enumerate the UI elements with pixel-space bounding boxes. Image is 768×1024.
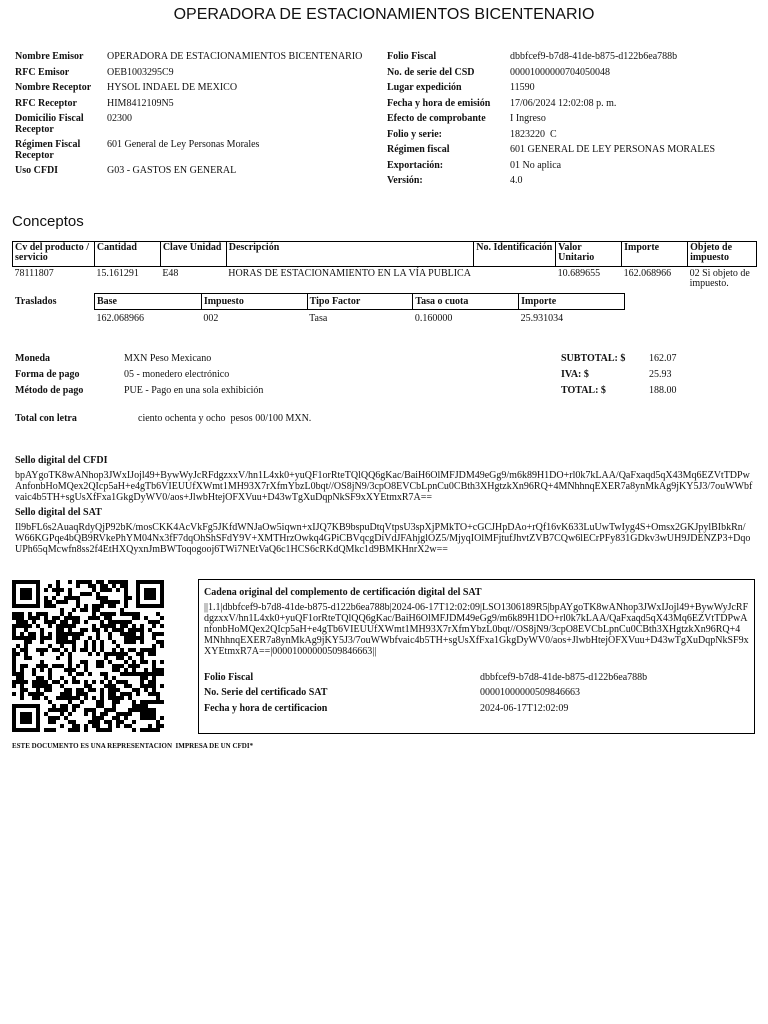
qr-code-icon — [12, 580, 164, 732]
uso-cfdi-row — [15, 165, 236, 176]
total-row — [561, 385, 677, 396]
document-title: OPERADORA DE ESTACIONAMIENTOS BICENTENARIO — [173, 6, 595, 23]
col-traslado-importe: Importe — [519, 294, 625, 310]
total-letra-value: ciento ochenta y ocho pesos 00/100 MXN. — [138, 413, 312, 424]
regimen-fiscal-receptor-value: 601 General de Ley Personas Morales — [107, 139, 260, 150]
conceptos-table — [12, 241, 757, 291]
cert-folio-label: Folio Fiscal — [204, 672, 254, 683]
metodo-pago-value: PUE - Pago en una sola exhibición — [124, 385, 264, 396]
col-no-identificacion: No. Identificación — [474, 242, 556, 267]
folio-serie-value: 1823220 C — [510, 129, 557, 140]
col-clave-unidad: Clave Unidad — [160, 242, 226, 267]
conceptos-heading: Conceptos — [12, 213, 84, 230]
efecto-comprobante-value: I Ingreso — [510, 113, 546, 124]
serie-csd-row — [387, 67, 610, 78]
traslados-table — [94, 293, 625, 327]
lugar-expedicion-label: Lugar expedición — [387, 82, 462, 93]
folio-fiscal-value: dbbfcef9-b7d8-41de-b875-d122b6ea788b — [510, 51, 678, 62]
footer-note: ESTE DOCUMENTO ES UNA REPRESENTACION IMPRESA DE UN CFDI* — [12, 742, 254, 750]
efecto-comprobante-row — [387, 113, 546, 124]
subtotal-label: SUBTOTAL: $ — [561, 353, 626, 364]
version-label: Versión: — [387, 175, 423, 186]
nombre-receptor-value: HYSOL INDAEL DE MEXICO — [107, 82, 238, 93]
col-descripcion: Descripción — [226, 242, 474, 267]
nombre-receptor-row — [15, 82, 237, 93]
version-row — [387, 175, 523, 186]
col-cv-producto: Cv del producto / servicio — [13, 242, 95, 267]
iva-value: 25.93 — [649, 369, 672, 380]
sello-cfdi-label: Sello digital del CFDI — [15, 455, 108, 466]
moneda-row — [15, 353, 211, 364]
cert-folio-row — [204, 672, 647, 683]
cell-descripcion: HORAS DE ESTACIONAMIENTO EN LA VÍA PUBLICA — [228, 268, 471, 279]
efecto-comprobante-label: Efecto de comprobante — [387, 113, 486, 124]
cadena-value: ||1.1|dbbfcef9-b7d8-41de-b875-d122b6ea788b|2024-06-17T12:02:09|LSO1306189R5|bpAYgoTK8wANhop3JWxIJojl49+BywWyJcRFdgzxxV/hn1L4xk0+yuQF1orRteTQlQQ6gKac/BaiH6OlMFJDM49eGg9/m6k89H1DO+rl0k7kLAA/QaFxaqd5qX43Mq6EZVtTDPwAnfonbHoMQex2QIcp5aH+e4gTb6VIEUUfXWmt1MH93X7rXfmYbzL0bqt//OS8jN9/3cpO8EVCbLpnCu0CBth3XHgtzkXn96RQ+4MNhhnqEXER7a8ynMkAg9jKY5J3/7ouWWbfvaic4b5TH+sgUsXfFxa1GkgDyWV0/aos+JlwbHtejOFXVuu+D43wTgXuDqpNkSF9xXYEtmxR7A==|00001000000509846663|| — [204, 602, 749, 657]
serie-csd-label: No. de serie del CSD — [387, 67, 475, 78]
lugar-expedicion-value: 11590 — [510, 82, 535, 93]
domicilio-fiscal-row — [15, 113, 132, 135]
col-valor-unitario: Valor Unitario — [556, 242, 622, 267]
table-row — [13, 267, 757, 292]
regimen-fiscal-row — [387, 144, 715, 155]
cell-cantidad: 15.161291 — [96, 268, 139, 279]
forma-pago-label: Forma de pago — [15, 369, 80, 380]
rfc-receptor-value: HIM8412109N5 — [107, 98, 174, 109]
cell-importe: 162.068966 — [623, 268, 672, 279]
table-row — [95, 310, 625, 328]
metodo-pago-row — [15, 385, 263, 396]
cert-fecha-value: 2024-06-17T12:02:09 — [480, 703, 569, 714]
cert-serie-row — [204, 687, 580, 698]
total-letra-label: Total con letra — [15, 413, 77, 424]
cert-folio-value: dbbfcef9-b7d8-41de-b875-d122b6ea788b — [480, 672, 648, 683]
rfc-emisor-label: RFC Emisor — [15, 67, 70, 78]
col-objeto-impuesto: Objeto de impuesto — [688, 242, 757, 267]
fecha-emision-label: Fecha y hora de emisión — [387, 98, 491, 109]
cell-tasa-cuota: 0.160000 — [414, 313, 453, 324]
fecha-emision-row — [387, 98, 616, 109]
exportacion-label: Exportación: — [387, 160, 444, 171]
cell-tipo-factor: Tasa — [309, 313, 328, 324]
cell-valor-unitario: 10.689655 — [557, 268, 601, 279]
folio-serie-row — [387, 129, 557, 140]
subtotal-value: 162.07 — [649, 353, 677, 364]
regimen-fiscal-value: 601 GENERAL DE LEY PERSONAS MORALES — [510, 144, 716, 155]
forma-pago-value: 05 - monedero electrónico — [124, 369, 230, 380]
rfc-receptor-label: RFC Receptor — [15, 98, 77, 109]
folio-serie-label: Folio y serie: — [387, 129, 442, 140]
domicilio-fiscal-value: 02300 — [107, 113, 132, 124]
lugar-expedicion-row — [387, 82, 535, 93]
forma-pago-row — [15, 369, 229, 380]
exportacion-row — [387, 160, 561, 171]
col-tipo-factor: Tipo Factor — [307, 294, 413, 310]
cell-traslado-importe: 25.931034 — [520, 313, 564, 324]
fecha-emision-value: 17/06/2024 12:02:08 p. m. — [510, 98, 617, 109]
folio-fiscal-row — [387, 51, 677, 62]
cert-fecha-label: Fecha y hora de certificacion — [204, 703, 328, 714]
cell-no-identificacion — [474, 267, 556, 292]
col-importe: Importe — [622, 242, 688, 267]
sello-sat-value: Il9bFL6s2AuaqRdyQjP92bK/mosCKK4AcVkFg5JKfdWNJaOw5iqwn+xIJQ7KB9bspuDtqVtpsU3spXjPMkTO+cGCJHpDAo+rQf16vK633LuUwTwIyg4S+Omsx2GKJpylBIbkRn/W66KGPqe4bQB9RVkePhYM04Nx3fF7dqOhShSFdY9V+XMTHrzOwkq4GPiCBVqcgDiVdJFAhjglOZ5/MjyqIOlMFjtufJhvtZVB7CQw6lECrPFy831GDkv3wUH9JDENZP3+DqoUPh65qMcwfn8ss2f4EtHXQyxnJmBWToqogooj6TWi7NEtVaQ6c1HCS6cRKdQMkc1d9BMKHnrX2w== — [15, 522, 751, 555]
uso-cfdi-value: G03 - GASTOS EN GENERAL — [107, 165, 237, 176]
col-cantidad: Cantidad — [94, 242, 160, 267]
nombre-emisor-row — [15, 51, 362, 62]
total-label: TOTAL: $ — [561, 385, 606, 396]
traslados-header-row — [95, 294, 625, 310]
sello-cfdi-value: bpAYgoTK8wANhop3JWxIJojl49+BywWyJcRFdgzxxV/hn1L4xk0+yuQF1orRteTQlQQ6gKac/BaiH6OlMFJDM49eGg9/m6k89H1DO+rl0k7kLAA/QaFxaqd5qX43Mq6EZVtTDPwAnfonbHoMQex2QIcp5aH+e4gTb6VIEUUfXWmt1MH93X7rXfmYbzL0bqt//OS8jN9/3cpO8EVCbLpnCu0CBth3XHgtzkXn96RQ+4MNhhnqEXER7a8ynMkAg9jKY5J3/7ouWWbfvaic4b5TH+sgUsXfFxa1GkgDyWV0/aos+JlwbHtejOFXVuu+D43wTgXuDqpNkSF9xXYEtmxR7A== — [15, 470, 753, 503]
uso-cfdi-label: Uso CFDI — [15, 165, 59, 176]
total-letra-row — [15, 413, 311, 424]
nombre-emisor-label: Nombre Emisor — [15, 51, 84, 62]
metodo-pago-label: Método de pago — [15, 385, 84, 396]
moneda-value: MXN Peso Mexicano — [124, 353, 212, 364]
rfc-emisor-row — [15, 67, 174, 78]
cadena-title: Cadena original del complemento de certificación digital del SAT — [204, 587, 482, 598]
domicilio-fiscal-label: Domicilio Fiscal Receptor — [15, 113, 84, 135]
folio-fiscal-label: Folio Fiscal — [387, 51, 437, 62]
cell-cv-producto: 78111807 — [14, 268, 54, 279]
rfc-receptor-row — [15, 98, 174, 109]
total-value: 188.00 — [649, 385, 677, 396]
subtotal-row — [561, 353, 677, 364]
iva-label: IVA: $ — [561, 369, 589, 380]
col-impuesto: Impuesto — [201, 294, 307, 310]
cell-objeto-impuesto: 02 Si objeto de impuesto. — [689, 268, 750, 289]
sello-sat-label: Sello digital del SAT — [15, 507, 102, 518]
cadena-original-box — [198, 579, 755, 734]
conceptos-header-row — [13, 242, 757, 267]
serie-csd-value: 00001000000704050048 — [510, 67, 610, 78]
exportacion-value: 01 No aplica — [510, 160, 562, 171]
cert-serie-label: No. Serie del certificado SAT — [204, 687, 328, 698]
cert-serie-value: 00001000000509846663 — [480, 687, 580, 698]
regimen-fiscal-receptor-row — [15, 139, 259, 161]
cell-base: 162.068966 — [96, 313, 144, 324]
col-base: Base — [95, 294, 202, 310]
moneda-label: Moneda — [15, 353, 50, 364]
cell-clave-unidad: E48 — [162, 268, 179, 279]
rfc-emisor-value: OEB1003295C9 — [107, 67, 174, 78]
regimen-fiscal-label: Régimen fiscal — [387, 144, 450, 155]
cell-impuesto: 002 — [203, 313, 219, 324]
regimen-fiscal-receptor-label: Régimen Fiscal Receptor — [15, 139, 81, 161]
iva-row — [561, 369, 672, 380]
nombre-emisor-value: OPERADORA DE ESTACIONAMIENTOS BICENTENARIO — [107, 51, 363, 62]
col-tasa-cuota: Tasa o cuota — [413, 294, 519, 310]
version-value: 4.0 — [510, 175, 523, 186]
traslados-label: Traslados — [15, 296, 57, 307]
cert-fecha-row — [204, 703, 568, 714]
nombre-receptor-label: Nombre Receptor — [15, 82, 92, 93]
